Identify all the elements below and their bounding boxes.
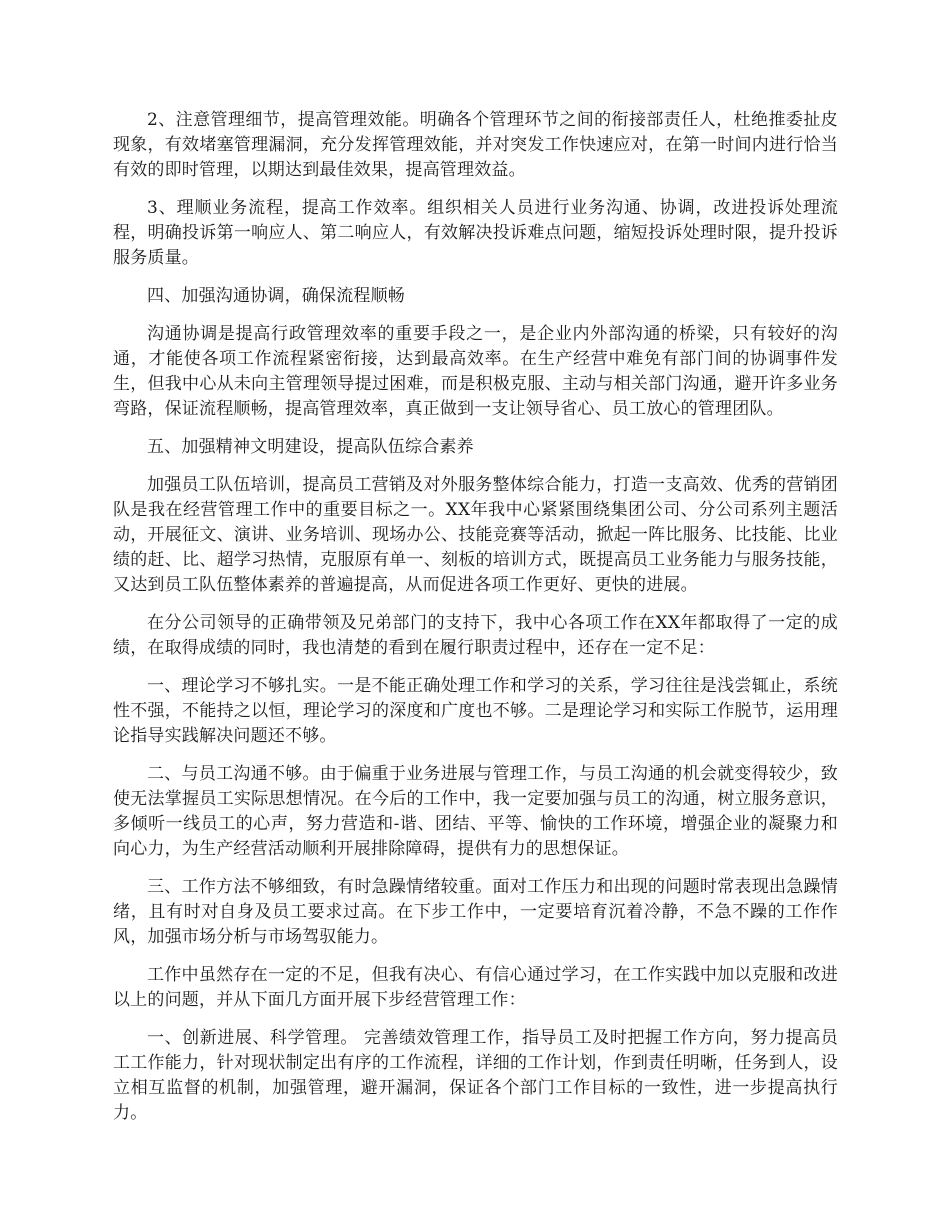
paragraph-plan-1-innovation-management: 一、创新进展、科学管理。 完善绩效管理工作，指导员工及时把握工作方向，努力提高员工工作能力，针对现状制定出有序的工作流程，详细的工作计划，作到责任明晰，任务到人，设立相互监督的机制，加强管理，避开漏洞，保证各个部门工作目标的一致性，进一步提高执行力。 <box>113 1028 838 1123</box>
document-page <box>113 108 838 1139</box>
section-heading-5-spiritual-civilization: 五、加强精神文明建设，提高队伍综合素养 <box>147 437 474 457</box>
paragraph-shortcoming-3-work-methods: 三、工作方法不够细致，有时急躁情绪较重。面对工作压力和出现的问题时常表现出急躁情绪，且有时对自身及员工要求过高。在下步工作中，一定要培育沉着冷静，不急不躁的工作作风，加强市场分析与市场驾驭能力。 <box>113 877 838 947</box>
paragraph-communication-coordination: 沟通协调是提高行政管理效率的重要手段之一，是企业内外部沟通的桥梁，只有较好的沟通，才能使各项工作流程紧密衔接，达到最高效率。在生产经营中难免有部门间的协调事件发生，但我中心从未向主管理领导提过困难，而是积极克服、主动与相关部门沟通，避开许多业务弯路，保证流程顺畅，提高管理效率，真正做到一支让领导省心、员工放心的管理团队。 <box>113 324 838 419</box>
paragraph-achievements-and-shortcomings: 在分公司领导的正确带领及兄弟部门的支持下，我中心各项工作在XX年都取得了一定的成绩，在取得成绩的同时，我也清楚的看到在履行职责过程中，还存在一定不足： <box>113 613 838 658</box>
paragraph-shortcoming-1-theory-study: 一、理论学习不够扎实。一是不能正确处理工作和学习的关系，学习往往是浅尝辄止，系统性不强，不能持之以恒，理论学习的深度和广度也不够。二是理论学习和实际工作脱节，运用理论指导实践解决问题还不够。 <box>113 676 838 746</box>
paragraph-shortcoming-2-staff-communication: 二、与员工沟通不够。由于偏重于业务进展与管理工作，与员工沟通的机会就变得较少，致使无法掌握员工实际思想情况。在今后的工作中，我一定要加强与员工的沟通，树立服务意识，多倾听一线员工的心声，努力营造和-谐、团结、平等、愉快的工作环境，增强企业的凝聚力和向心力，为生产经营活动顺利开展排除障碍，提供有力的思想保证。 <box>113 764 838 859</box>
paragraph-3-business-process: 3、理顺业务流程，提高工作效率。组织相关人员进行业务沟通、协调，改进投诉处理流程，明确投诉第一响应人、第二响应人，有效解决投诉难点问题，缩短投诉处理时限，提升投诉服务质量。 <box>113 198 838 268</box>
section-heading-4-communication: 四、加强沟通协调，确保流程顺畅 <box>147 286 405 306</box>
paragraph-staff-training: 加强员工队伍培训，提高员工营销及对外服务整体综合能力，打造一支高效、优秀的营销团队是我在经营管理工作中的重要目标之一。XX年我中心紧紧围绕集团公司、分公司系列主题活动，开展征文、演讲、业务培训、现场办公、技能竞赛等活动，掀起一阵比服务、比技能、比业绩的赶、比、超学习热情，克服原有单一、刻板的培训方式，既提高员工业务能力与服务技能，又达到员工队伍整体素养的普遍提高，从而促进各项工作更好、更快的进展。 <box>113 475 838 595</box>
paragraph-2-management-details: 2、注意管理细节，提高管理效能。明确各个管理环节之间的衔接部责任人，杜绝推委扯皮现象，有效堵塞管理漏洞，充分发挥管理效能，并对突发工作快速应对，在第一时间内进行恰当有效的即时管理，以期达到最佳效果，提高管理效益。 <box>113 110 838 180</box>
paragraph-determination: 工作中虽然存在一定的不足，但我有决心、有信心通过学习，在工作实践中加以克服和改进以上的问题，并从下面几方面开展下步经营管理工作： <box>113 965 838 1010</box>
